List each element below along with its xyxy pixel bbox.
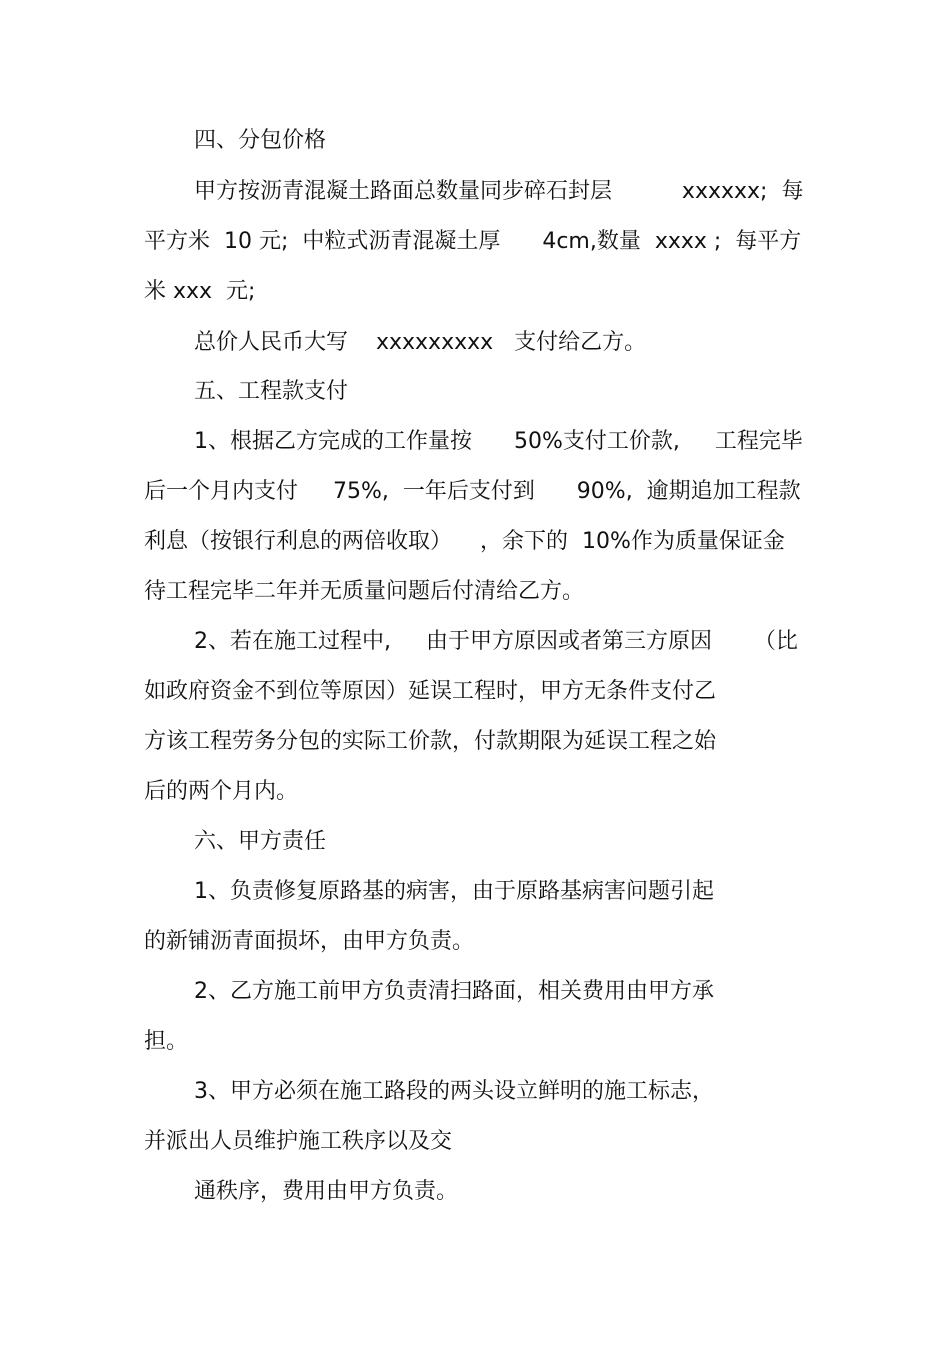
section-heading-6: 六、甲方责任: [194, 829, 327, 854]
paragraph-line: 3、甲方必须在施工路段的两头设立鲜明的施工标志，: [194, 1079, 714, 1104]
paragraph-line: 方该工程劳务分包的实际工价款，付款期限为延误工程之始: [144, 729, 717, 754]
paragraph-line: 2、乙方施工前甲方负责清扫路面，相关费用由甲方承: [194, 979, 714, 1004]
paragraph-line: 2、若在施工过程中, 由于甲方原因或者第三方原因 （比: [194, 629, 798, 654]
section-heading-4: 四、分包价格: [194, 128, 327, 153]
paragraph-line: 1、根据乙方完成的工作量按 50%支付工价款, 工程完毕: [194, 429, 803, 454]
paragraph-line: 待工程完毕二年并无质量问题后付清给乙方。: [144, 579, 585, 604]
paragraph-line: 1、负责修复原路基的病害，由于原路基病害问题引起: [194, 879, 714, 904]
paragraph-line: 后一个月内支付 75%, 一年后支付到 90%, 逾期追加工程款: [144, 479, 801, 504]
paragraph-line: 如政府资金不到位等原因）延误工程时，甲方无条件支付乙: [144, 679, 717, 704]
paragraph-line: 甲方按沥青混凝土路面总数量同步碎石封层 xxxxxx; 每: [194, 179, 804, 204]
paragraph-line: 后的两个月内。: [144, 779, 299, 804]
paragraph-line: 的新铺沥青面损坏，由甲方负责。: [144, 929, 475, 954]
paragraph-line: 米 xxx 元;: [144, 279, 256, 304]
paragraph-line: 利息（按银行利息的两倍收取） ，余下的 10%作为质量保证金: [144, 529, 785, 554]
paragraph-line: 通秩序，费用由甲方负责。: [194, 1179, 459, 1204]
paragraph-line: 平方米 10 元; 中粒式沥青混凝土厚 4cm,数量 xxxx ; 每平方: [144, 229, 802, 254]
paragraph-line: 担。: [144, 1029, 189, 1054]
paragraph-line: 并派出人员维护施工秩序以及交: [144, 1129, 453, 1154]
section-heading-5: 五、工程款支付: [194, 379, 349, 404]
paragraph-line: 总价人民币大写 xxxxxxxxx 支付给乙方。: [194, 330, 647, 355]
